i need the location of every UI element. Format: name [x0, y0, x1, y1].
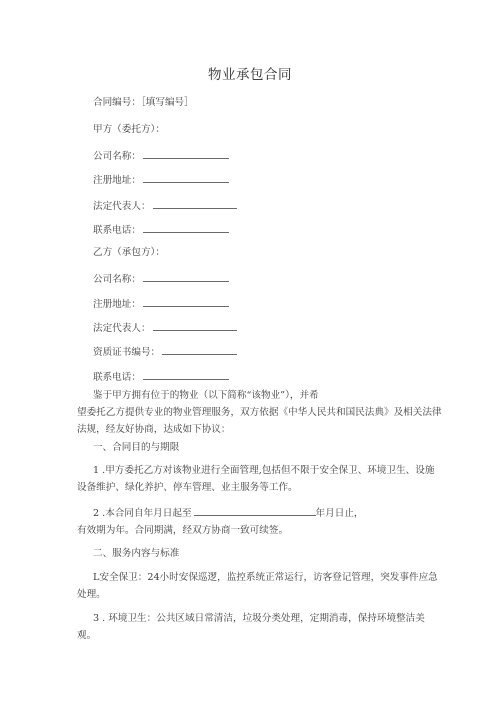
party-b-address-label: 注册地址：	[93, 299, 141, 310]
party-b-cert-label: 资质证书编号：	[93, 347, 161, 358]
party-a-phone-label: 联系电话：	[93, 225, 141, 236]
intro-line-2: 望委托乙方提供专业的物业管理服务，双方依据《中华人民共和国民法典》及相关法律	[77, 407, 442, 418]
intro-line-1: 鉴于甲方拥有位于的物业（以下简称“该物业”），并希	[93, 390, 319, 401]
section-1-item-2-line-2: 有效期为年。合同期满，经双方协商一致可续签。	[77, 525, 289, 536]
party-b-address-field	[93, 297, 229, 311]
document-title: 物业承包合同	[208, 67, 292, 83]
party-b-phone-blank	[143, 370, 229, 380]
party-b-rep-label: 法定代表人：	[93, 323, 151, 334]
section-1-item-2	[77, 505, 364, 539]
party-b-company-blank	[143, 272, 229, 282]
party-a-heading: 甲方（委托方）：	[93, 124, 165, 135]
party-a-phone-blank	[143, 223, 229, 233]
section-1-item-2-line-1	[77, 505, 364, 522]
section-2-heading: 二、服务内容与标准	[93, 548, 180, 559]
party-b-rep-blank	[153, 321, 237, 331]
section-1-item-2-prefix: 2 .本合同自年月日起至	[93, 508, 192, 519]
party-a-company-label: 公司名称：	[93, 151, 141, 162]
party-b-address-blank	[143, 297, 229, 307]
party-b-phone-label: 联系电话：	[93, 372, 141, 383]
section-1-item-2-suffix: 年月日止，	[315, 508, 364, 519]
section-2-item-3-line-1: 3 . 环境卫生：公共区域日常清洁，垃圾分类处理，定期消毒，保持环境整洁美	[93, 613, 425, 624]
section-1-item-1-line-2: 设备维护、绿化养护、停车管理、业主服务等工作。	[77, 482, 298, 493]
party-b-company-field	[93, 272, 229, 286]
section-2-item-3	[77, 610, 425, 644]
contract-number: 合同编号：［填写编号］	[93, 97, 194, 108]
section-2-item-1	[77, 569, 438, 603]
section-1-item-1	[77, 462, 434, 496]
party-b-cert-blank	[162, 345, 237, 355]
section-1-item-2-blank	[194, 506, 316, 516]
party-a-rep-field	[93, 199, 237, 213]
party-b-rep-field	[93, 321, 237, 335]
party-b-cert-field	[93, 345, 237, 359]
party-b-company-label: 公司名称：	[93, 274, 141, 285]
section-2-item-1-line-1: L安全保卫：24小时安保巡逻，监控系统正常运行，访客登记管理，突发事件应急	[93, 572, 438, 583]
section-1-heading: 一、合同目的与期限	[93, 442, 180, 453]
party-a-rep-blank	[153, 199, 237, 209]
party-a-address-field	[93, 173, 229, 187]
intro-line-3: 法规，经友好协商，达成如下协议：	[77, 424, 231, 435]
section-1-item-1-line-1: 1 .甲方委托乙方对该物业进行全面管理,包括但不限于安全保卫、环境卫生、设施	[93, 465, 435, 476]
party-a-rep-label: 法定代表人：	[93, 201, 151, 212]
section-2-item-3-line-2: 观。	[77, 630, 97, 641]
party-b-phone-field	[93, 370, 229, 384]
party-a-address-blank	[143, 173, 229, 183]
intro-paragraph	[77, 387, 442, 438]
party-a-address-label: 注册地址：	[93, 175, 141, 186]
party-a-phone-field	[93, 223, 229, 237]
party-a-company-blank	[143, 149, 229, 159]
party-b-heading: 乙方（承包方）：	[93, 247, 165, 258]
party-a-company-field	[93, 149, 229, 163]
section-2-item-1-line-2: 处理。	[77, 589, 106, 600]
